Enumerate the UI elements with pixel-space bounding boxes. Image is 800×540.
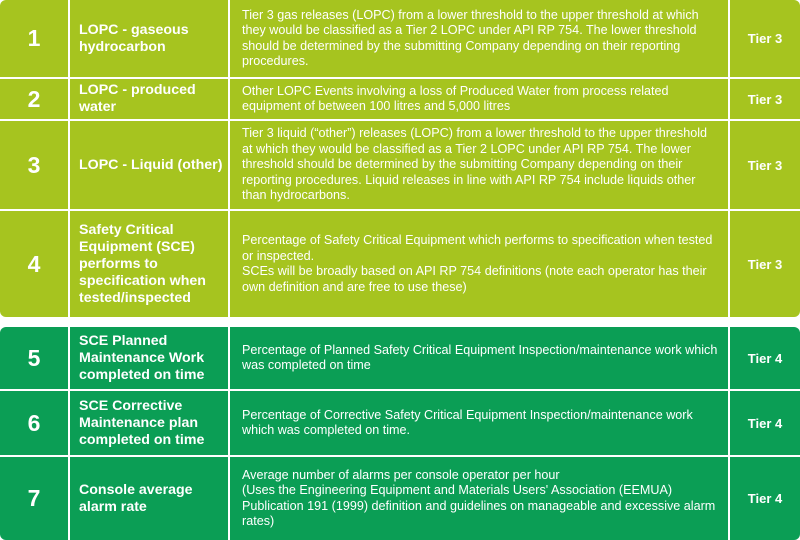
indicator-name [70, 391, 230, 455]
indicator-name [70, 121, 230, 209]
table-row [0, 0, 800, 79]
tier-label: Tier 4 [747, 415, 783, 431]
indicator-description-text: Tier 3 liquid (“other”) releases (LOPC) from a lower threshold to the upper threshold at which they would be classified as a Tier 2 LOPC under API RP 754. The lower threshold should be determined by the submitting Company depending on their reporting procedures. Liquid releases in line with API RP 754 include liquids other than hydrocarbons. [242, 126, 708, 203]
row-number: 5 [0, 327, 70, 389]
indicator-name [70, 457, 230, 540]
table-row [0, 121, 800, 211]
tier-label: Tier 4 [747, 491, 783, 506]
indicator-description-line: Percentage of Safety Critical Equipment which performs to specification when tested or inspected. [242, 233, 713, 263]
tier-4-group [0, 327, 800, 540]
tier-label: Tier 3 [747, 31, 783, 46]
indicator-description-line: (Uses the Engineering Equipment and Materials Users' Association (EEMUA) Publication 191 (1999) definition and guidelines on manageable and excessive alarm rates) [242, 483, 716, 528]
indicator-description [230, 391, 730, 455]
indicator-name-text: LOPC - Liquid (other) [79, 156, 223, 173]
indicator-name [70, 79, 230, 119]
indicator-description-line: SCEs will be broadly based on API RP 754 definitions (note each operator has their own definition and are free to use these) [242, 264, 707, 294]
indicator-name-text: SCE Corrective Maintenance plan completed on time [79, 397, 205, 448]
row-number: 4 [0, 211, 70, 317]
tier-label: Tier 3 [747, 91, 783, 107]
table-row [0, 327, 800, 391]
tier-label: Tier 3 [747, 256, 783, 272]
tier-label: Tier 3 [747, 157, 783, 173]
indicator-name-text: Safety Critical Equipment (SCE) performs to specification when tested/inspected [79, 221, 206, 306]
indicator-name [70, 211, 230, 317]
row-number: 7 [0, 457, 70, 540]
indicator-name-text: Console average alarm rate [79, 481, 193, 515]
indicator-name [70, 327, 230, 389]
table-row [0, 211, 800, 317]
indicator-description-text: Other LOPC Events involving a loss of Produced Water from process related equipment of between 100 litres and 5,000 litres [242, 83, 669, 113]
indicator-description [230, 79, 730, 119]
row-number: 3 [0, 121, 70, 209]
indicator-name-text: SCE Planned Maintenance Work completed on time [79, 332, 205, 383]
row-number: 6 [0, 391, 70, 455]
tier-label: Tier 4 [747, 350, 783, 366]
indicator-description [230, 0, 730, 77]
row-number: 1 [0, 0, 70, 77]
table-row [0, 79, 800, 121]
indicator-description-text: Percentage of Planned Safety Critical Equipment Inspection/maintenance work which was completed on time [242, 342, 718, 372]
indicator-description [230, 121, 730, 209]
indicator-name-text: LOPC - gaseous hydrocarbon [79, 21, 189, 55]
table-row [0, 391, 800, 457]
indicator-description-line: Average number of alarms per console operator per hour [242, 467, 560, 482]
indicator-description [230, 211, 730, 317]
indicator-name-text: LOPC - produced water [79, 82, 196, 115]
table-row [0, 457, 800, 540]
indicator-description [230, 327, 730, 389]
row-number: 2 [0, 79, 70, 119]
indicator-description-text: Tier 3 gas releases (LOPC) from a lower threshold to the upper threshold at which they would be classified as a Tier 2 LOPC under API RP 754. The lower threshold should be determined by the submitting Company depending on their reporting procedures. [242, 7, 699, 68]
indicator-name [70, 0, 230, 77]
indicator-description [230, 457, 730, 540]
indicator-description-text: Percentage of Corrective Safety Critical Equipment Inspection/maintenance work which was completed on time. [242, 407, 693, 437]
